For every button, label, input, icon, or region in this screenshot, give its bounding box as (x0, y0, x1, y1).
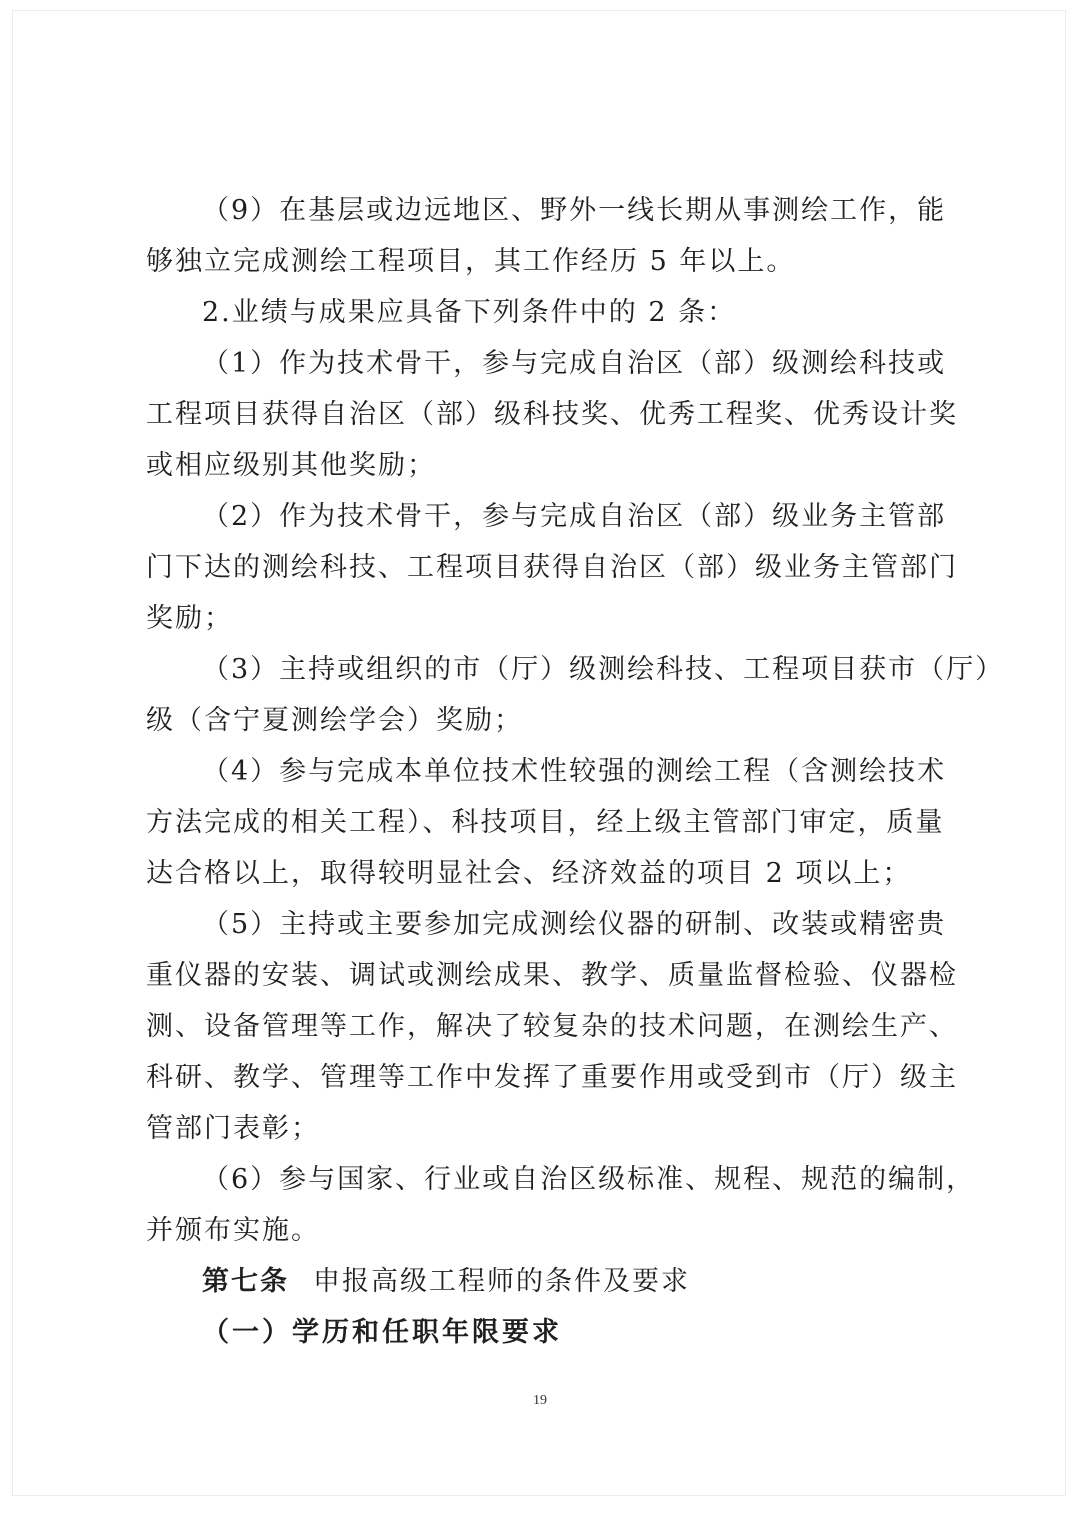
paragraph-line: 工程项目获得自治区（部）级科技奖、优秀工程奖、优秀设计奖 (146, 399, 958, 430)
paragraph-line: 达合格以上，取得较明显社会、经济效益的项目 2 项以上； (146, 858, 912, 889)
paragraph-line: （6）参与国家、行业或自治区级标准、规程、规范的编制， (202, 1164, 976, 1195)
article-title: 申报高级工程师的条件及要求 (313, 1266, 690, 1297)
paragraph-line: （1）作为技术骨干，参与完成自治区（部）级测绘科技或 (202, 348, 947, 379)
paragraph-line: （5）主持或主要参加完成测绘仪器的研制、改装或精密贵 (202, 909, 947, 940)
paragraph-line: 门下达的测绘科技、工程项目获得自治区（部）级业务主管部门 (146, 552, 958, 583)
paragraph-line: 重仪器的安装、调试或测绘成果、教学、质量监督检验、仪器检 (146, 960, 958, 991)
page-number: 19 (533, 1393, 547, 1408)
paragraph-line: 奖励； (146, 603, 233, 634)
article-number: 第七条 (202, 1266, 289, 1297)
paragraph-line: 够独立完成测绘工程项目，其工作经历 5 年以上。 (146, 246, 796, 277)
section-heading: （一）学历和任职年限要求 (202, 1317, 562, 1348)
paragraph-line: （4）参与完成本单位技术性较强的测绘工程（含测绘技术 (202, 756, 947, 787)
paragraph-line: 并颁布实施。 (146, 1215, 320, 1246)
paragraph-line: 级（含宁夏测绘学会）奖励； (146, 705, 523, 736)
article-heading (202, 1255, 690, 1309)
paragraph-line: （2）作为技术骨干，参与完成自治区（部）级业务主管部 (202, 501, 947, 532)
paragraph-line: 科研、教学、管理等工作中发挥了重要作用或受到市（厅）级主 (146, 1062, 958, 1093)
paragraph-line: （9）在基层或边远地区、野外一线长期从事测绘工作，能 (202, 195, 947, 226)
paragraph-line: 方法完成的相关工程）、科技项目，经上级主管部门审定，质量 (146, 807, 945, 838)
paragraph-line: （3）主持或组织的市（厅）级测绘科技、工程项目获市（厅） (202, 654, 1005, 685)
paragraph-line: 管部门表彰； (146, 1113, 320, 1144)
paragraph-line: 测、设备管理等工作，解决了较复杂的技术问题，在测绘生产、 (146, 1011, 958, 1042)
paragraph-line: 或相应级别其他奖励； (146, 450, 436, 481)
paragraph-line: 2.业绩与成果应具备下列条件中的 2 条： (202, 297, 737, 328)
